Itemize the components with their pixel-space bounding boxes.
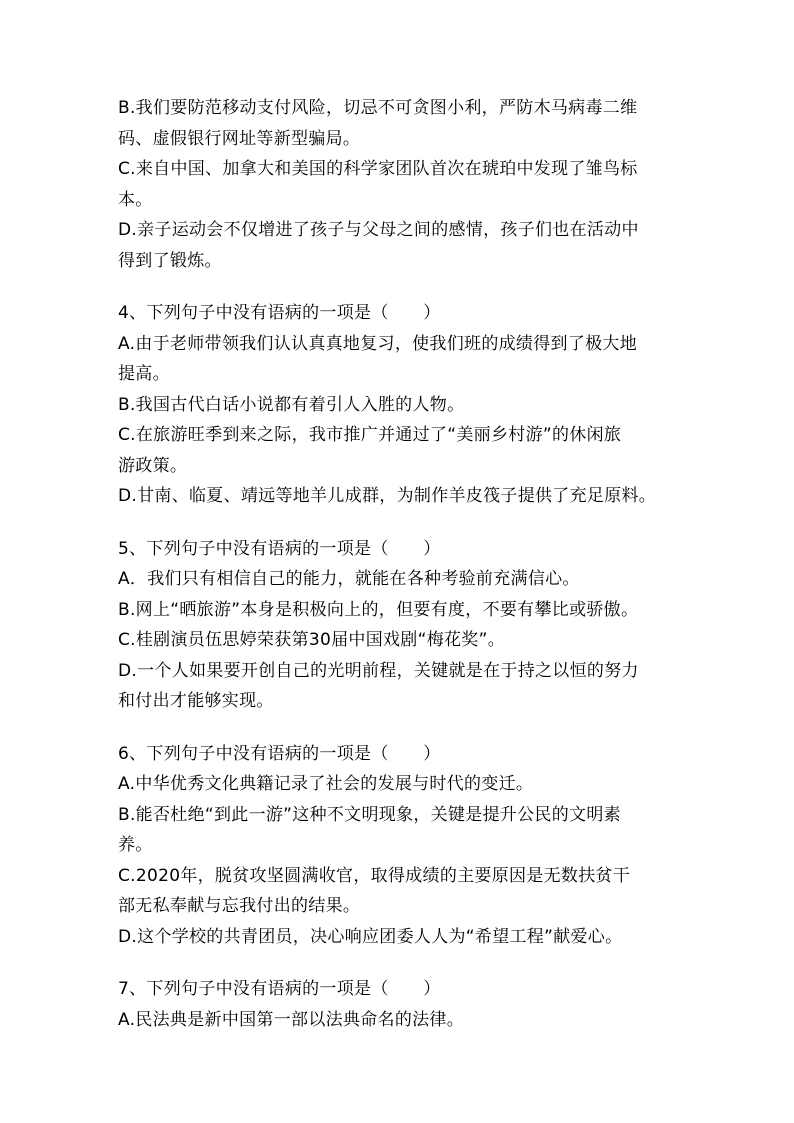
spacer — [118, 717, 680, 739]
spacer — [118, 512, 680, 534]
option-line: B.我国古代白话小说都有着引人入胜的人物。 — [118, 394, 465, 415]
option-line: A.中华优秀文化典籍记录了社会的发展与时代的变迁。 — [118, 774, 534, 794]
q6-option-a — [118, 769, 680, 800]
q7-option-a — [118, 1005, 680, 1036]
option-line: B.我们要防范移动支付风险，切忌不可贪图小利，严防木马病毒二维 — [118, 98, 638, 118]
option-line: 和付出才能够实现。 — [118, 691, 274, 711]
option-line: D.一个人如果要开创自己的光明前程，关键就是在于持之以恒的努力 — [118, 660, 639, 681]
spacer — [118, 952, 680, 974]
document-content — [118, 93, 680, 1035]
q4-option-c — [118, 420, 680, 481]
question-3-block — [118, 93, 680, 276]
option-line: B.网上“晒旅游”本身是积极向上的，但要有度，不要有攀比或骄傲。 — [118, 599, 639, 620]
q5-option-c — [118, 625, 680, 656]
option-line: 本。 — [118, 189, 153, 210]
question-6-stem: 6、下列句子中没有语病的一项是（ ） — [118, 743, 441, 764]
q6-option-b — [118, 800, 680, 861]
option-line: D.亲子运动会不仅增进了孩子与父母之间的感情，孩子们也在活动中 — [118, 220, 639, 240]
option-line: 得到了锻炼。 — [118, 250, 222, 271]
q5-option-a — [118, 564, 680, 595]
option-line: B.能否杜绝“到此一游”这种不文明现象，关键是提升公民的文明素 — [118, 804, 621, 825]
question-5-stem: 5、下列句子中没有语病的一项是（ ） — [118, 538, 441, 559]
option-line: 部无私奉献与忘我付出的结果。 — [118, 896, 361, 916]
q3-option-b — [118, 93, 680, 154]
question-4-stem: 4、下列句子中没有语病的一项是（ ） — [118, 303, 441, 323]
option-line: C.来自中国、加拿大和美国的科学家团队首次在琥珀中发现了雏鸟标 — [118, 159, 638, 179]
question-7-stem: 7、下列句子中没有语病的一项是（ ） — [118, 979, 441, 999]
option-line: A.由于老师带领我们认认真真地复习，使我们班的成绩得到了极大地 — [118, 333, 638, 354]
q5-option-d — [118, 656, 680, 717]
option-line: 码、虚假银行网址等新型骗局。 — [118, 128, 361, 149]
option-line: C.在旅游旺季到来之际，我市推广并通过了“美丽乡村游”的休闲旅 — [118, 425, 622, 445]
question-4-block — [118, 298, 680, 512]
q3-option-c — [118, 154, 680, 215]
q4-option-a — [118, 329, 680, 390]
question-6-block — [118, 739, 680, 953]
option-line: D.这个学校的共青团员，决心响应团委人人为“希望工程”献爱心。 — [118, 926, 623, 947]
q3-option-d — [118, 215, 680, 276]
option-line: 游政策。 — [118, 455, 188, 476]
question-7-block — [118, 974, 680, 1035]
q6-option-c — [118, 861, 680, 922]
q4-option-d — [118, 481, 680, 512]
q4-option-b — [118, 390, 680, 421]
option-line: A.民法典是新中国第一部以法典命名的法律。 — [118, 1009, 465, 1030]
option-line: C.桂剧演员伍思婷荣获第30届中国戏剧“梅花奖”。 — [118, 630, 506, 650]
q6-option-d — [118, 922, 680, 953]
option-line: 提高。 — [118, 364, 170, 384]
question-5-block — [118, 534, 680, 717]
option-line: C.2020年，脱贫攻坚圆满收官，取得成绩的主要原因是无数扶贫干 — [118, 865, 631, 886]
option-line: D.甘南、临夏、靖远等地羊儿成群，为制作羊皮筏子提供了充足原料。 — [118, 486, 657, 506]
option-line: 养。 — [118, 835, 153, 855]
spacer — [118, 276, 680, 298]
option-line: A．我们只有相信自己的能力，就能在各种考验前充满信心。 — [118, 569, 580, 589]
q5-option-b — [118, 595, 680, 626]
